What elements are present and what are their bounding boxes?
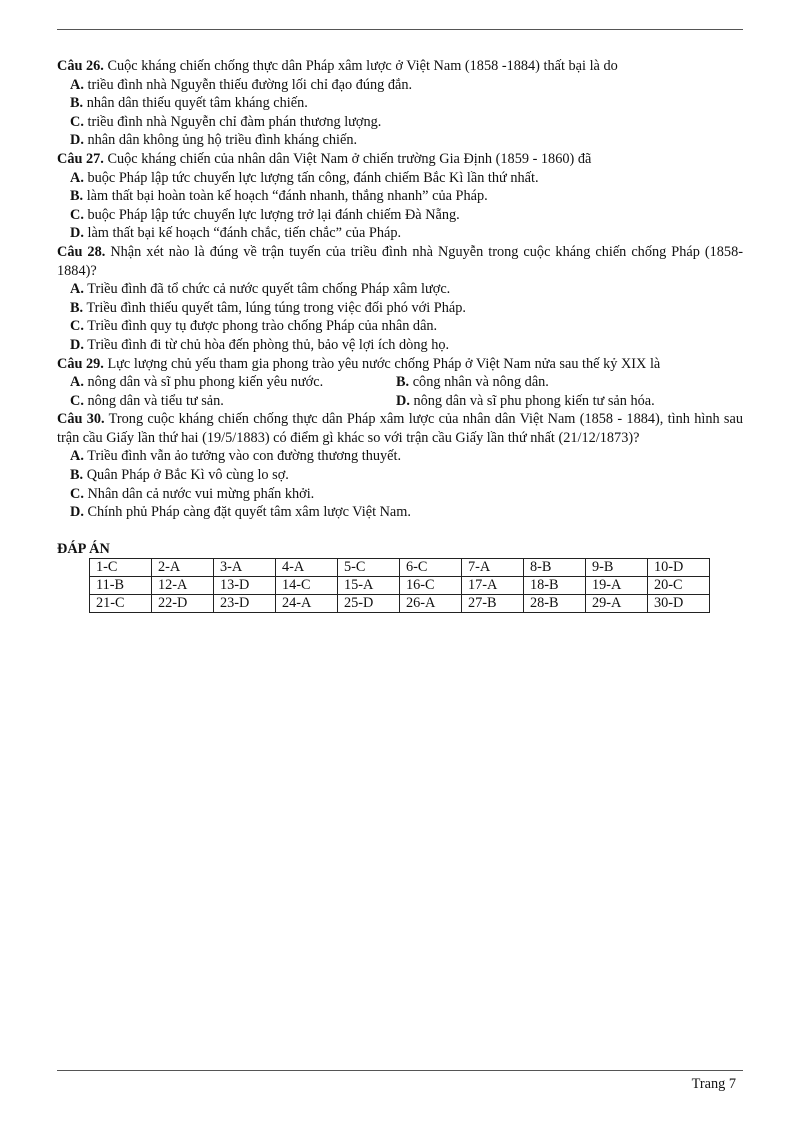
answer-key-table <box>89 558 710 613</box>
document-body <box>57 57 743 613</box>
answer-key-title: ĐÁP ÁN <box>57 540 110 557</box>
option-key: C. <box>70 206 84 223</box>
option-key: C. <box>70 392 84 409</box>
answer-cell: 23-D <box>214 595 276 613</box>
answer-cell: 10-D <box>648 559 710 577</box>
option-text: buộc Pháp lập tức chuyển lực lượng tấn công, đánh chiếm Bắc Kì lần thứ nhất. <box>83 169 539 186</box>
option-text: Triều đình đi từ chủ hòa đến phòng thủ, bảo vệ lợi ích dòng họ. <box>83 336 450 353</box>
option-key: A. <box>70 281 84 298</box>
table-row <box>90 559 710 577</box>
answer-cell: 25-D <box>338 595 400 613</box>
option-key: A. <box>70 448 84 465</box>
option <box>57 224 743 243</box>
option-text: nông dân và sĩ phu phong kiến tư sản hóa. <box>409 392 655 409</box>
answer-cell: 18-B <box>524 577 586 595</box>
option <box>396 373 743 392</box>
answer-cell: 26-A <box>400 595 462 613</box>
option-key: A. <box>70 374 84 391</box>
answer-cell: 30-D <box>648 595 710 613</box>
answer-cell: 4-A <box>276 559 338 577</box>
question-29 <box>57 355 743 374</box>
page-number: Trang 7 <box>691 1076 736 1092</box>
question-text: Trong cuộc kháng chiến chống thực dân Pháp xâm lược của nhân dân Việt Nam (1858 - 1884), tình hình sau trận cầu Giấy lần thứ hai (19/5/1883) có điểm gì khác so với trận cầu Giấy lần thứ nhất (21/12/1873)? <box>57 411 743 446</box>
option <box>57 76 743 95</box>
option-text: Triều đình quy tụ được phong trào chống Pháp của nhân dân. <box>83 318 438 335</box>
answer-cell: 5-C <box>338 559 400 577</box>
answer-cell: 6-C <box>400 559 462 577</box>
option-key: B. <box>396 374 410 391</box>
answer-cell: 2-A <box>152 559 214 577</box>
option <box>57 113 743 132</box>
footer-rule <box>57 1070 743 1071</box>
answer-cell: 21-C <box>90 595 152 613</box>
option <box>57 94 743 113</box>
option-text: Nhân dân cả nước vui mừng phấn khởi. <box>83 485 315 502</box>
question-text: Lực lượng chủ yếu tham gia phong trào yêu nước chống Pháp ở Việt Nam nửa sau thế kỷ XIX là <box>103 355 661 372</box>
option-text: triều đình nhà Nguyễn thiếu đường lối chỉ đạo đúng đắn. <box>83 76 413 93</box>
option <box>57 317 743 336</box>
option-row <box>57 392 743 411</box>
option-key: D. <box>70 504 84 521</box>
option-text: buộc Pháp lập tức chuyển lực lượng trở lại đánh chiếm Đà Nẵng. <box>83 206 460 223</box>
answer-cell: 27-B <box>462 595 524 613</box>
option-text: làm thất bại kế hoạch “đánh chắc, tiến chắc” của Pháp. <box>83 225 402 242</box>
answer-cell: 11-B <box>90 577 152 595</box>
answer-cell: 17-A <box>462 577 524 595</box>
answer-cell: 24-A <box>276 595 338 613</box>
answer-cell: 16-C <box>400 577 462 595</box>
answer-cell: 22-D <box>152 595 214 613</box>
option <box>57 280 743 299</box>
question-28 <box>57 243 743 280</box>
question-text: Nhận xét nào là đúng về trận tuyến của triều đình nhà Nguyễn trong cuộc kháng chiến chống Pháp (1858- 1884)? <box>57 243 743 279</box>
answer-cell: 14-C <box>276 577 338 595</box>
answer-cell: 29-A <box>586 595 648 613</box>
question-number: Câu 27. <box>57 150 104 167</box>
table-row <box>90 595 710 613</box>
option-text: nông dân và sĩ phu phong kiến yêu nước. <box>83 374 324 391</box>
option <box>57 336 743 355</box>
option-text: nông dân và tiểu tư sản. <box>83 392 224 409</box>
option-key: D. <box>70 336 84 353</box>
option-text: Chính phủ Pháp càng đặt quyết tâm xâm lược Việt Nam. <box>83 504 411 521</box>
answer-cell: 9-B <box>586 559 648 577</box>
question-30 <box>57 410 743 447</box>
question-number: Câu 28. <box>57 243 106 260</box>
option <box>57 466 743 485</box>
option-key: B. <box>70 95 84 112</box>
answer-cell: 13-D <box>214 577 276 595</box>
option-key: D. <box>70 225 84 242</box>
answer-cell: 20-C <box>648 577 710 595</box>
option <box>70 392 396 411</box>
option <box>57 169 743 188</box>
question-26 <box>57 57 743 76</box>
option-key: C. <box>70 318 84 335</box>
option-text: công nhân và nông dân. <box>409 374 549 391</box>
question-number: Câu 26. <box>57 58 104 74</box>
option-key: B. <box>70 188 84 205</box>
answer-cell: 15-A <box>338 577 400 595</box>
option <box>396 392 743 411</box>
option <box>57 299 743 318</box>
answer-cell: 1-C <box>90 559 152 577</box>
option-text: nhân dân thiếu quyết tâm kháng chiến. <box>83 95 308 112</box>
question-text: Cuộc kháng chiến chống thực dân Pháp xâm lược ở Việt Nam (1858 -1884) thất bại là do <box>103 58 618 74</box>
question-27 <box>57 150 743 169</box>
option-key: C. <box>70 485 84 502</box>
option <box>57 206 743 225</box>
answer-cell: 7-A <box>462 559 524 577</box>
option-key: A. <box>70 169 84 186</box>
table-row <box>90 577 710 595</box>
option <box>57 503 743 522</box>
option <box>57 447 743 466</box>
option-key: D. <box>70 132 84 149</box>
question-text: Cuộc kháng chiến của nhân dân Việt Nam ở chiến trường Gia Định (1859 - 1860) đã <box>103 150 592 167</box>
option-key: A. <box>70 76 84 93</box>
answer-cell: 19-A <box>586 577 648 595</box>
question-number: Câu 29. <box>57 355 104 372</box>
option <box>70 373 396 392</box>
answer-cell: 12-A <box>152 577 214 595</box>
option-text: triều đình nhà Nguyễn chỉ đàm phán thương lượng. <box>83 113 382 130</box>
answer-cell: 28-B <box>524 595 586 613</box>
option <box>57 187 743 206</box>
header-rule <box>57 29 743 30</box>
option-key: C. <box>70 113 84 130</box>
option-text: Triều đình vẫn ảo tưởng vào con đường thương thuyết. <box>83 448 402 465</box>
option-key: D. <box>396 392 410 409</box>
option-text: làm thất bại hoàn toàn kế hoạch “đánh nhanh, thắng nhanh” của Pháp. <box>83 188 488 205</box>
option <box>57 131 743 150</box>
option-key: B. <box>70 467 84 484</box>
answer-cell: 8-B <box>524 559 586 577</box>
option-text: Triều đình đã tổ chức cả nước quyết tâm chống Pháp xâm lược. <box>83 281 451 298</box>
option-text: Triều đình thiếu quyết tâm, lúng túng trong việc đối phó với Pháp. <box>83 299 466 316</box>
question-number: Câu 30. <box>57 411 105 428</box>
option <box>57 485 743 504</box>
option-text: nhân dân không ủng hộ triều đình kháng chiến. <box>83 132 358 149</box>
option-row <box>57 373 743 392</box>
answer-cell: 3-A <box>214 559 276 577</box>
option-key: B. <box>70 299 84 316</box>
option-text: Quân Pháp ở Bắc Kì vô cùng lo sợ. <box>83 467 289 484</box>
